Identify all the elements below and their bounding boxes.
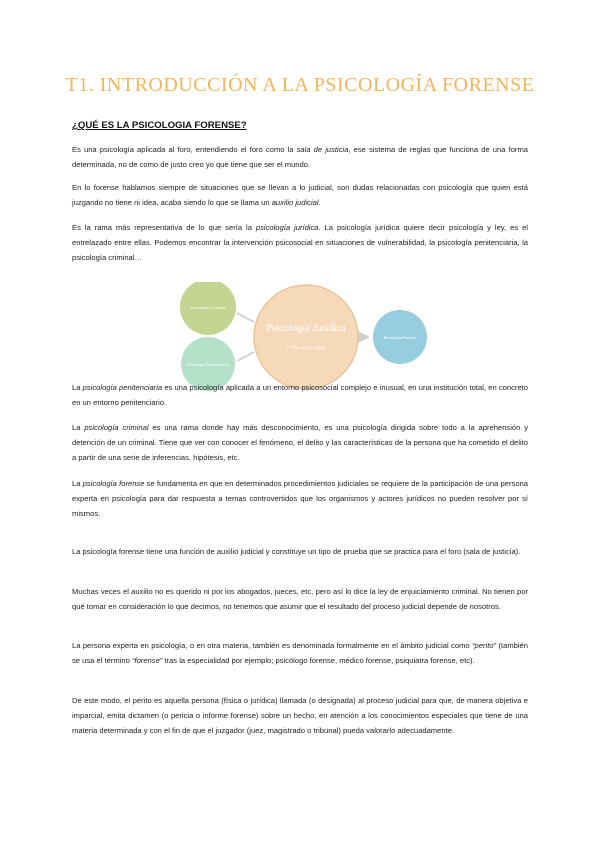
p3-text-b: . La psicología jurídica quiere decir psicología y ley, es el entrelazado entre ellas. Podemos encontrar la intervención psicosocial en situaciones de vulnerabilidad, la psicología penitenciaria, la psicología criminal… (72, 223, 528, 262)
p4-text-b: es una psicología aplicada a un entorno psicosocial complejo e inusual, en una institución total, en concreto en un entorno penitenciario. (72, 383, 529, 407)
p4-text-a: La (72, 383, 83, 392)
p6-emphasis: psicología forense (82, 479, 145, 488)
node-penitentiary-label: Psicología Penitenciaria (187, 362, 229, 367)
paragraph-2 (72, 180, 528, 210)
node-forense-label: Psicología Forense (383, 335, 417, 340)
p5-text-a: La (72, 423, 85, 432)
p1-text-b: , ese sistema de reglas que funciona de una forma determinada, no de como de justo creo yo que tiene que ser el mundo. (72, 145, 528, 169)
p5-text-b: es una rama donde hay más desconocimiento, es una psicología dirigida sobre todo a la aprehensión y detención de un criminal. Tiene que ver con conocer el fenómeno, el delito y las características de la persona que ha cometido el delito a partir de una serie de inferencias, hipótesis, etc. (72, 423, 529, 462)
p3-emphasis: psicología jurídica (255, 223, 319, 232)
paragraph-10: De este modo, el perito es aquella persona (física o jurídica) llamada (o designada) al proceso judicial para que, de manera objetiva e imparcial, emita dictamen (o pericia o informe forense) sobre un hecho, en atención a los conocimientos especiales que tiene de una materia determinada y con el fin de que el juzgador (juez, magistrado o tribunal) pueda valorarlo adecuadamente. (72, 696, 528, 735)
p1-text-a: Es una psicología aplicada al foro, entendiendo el foro como la (72, 145, 297, 154)
p1-emphasis: sala de justicia (296, 145, 349, 154)
p9-text-a: La persona experta en psicología, o en otra materia, también es denominada formalmente en el ámbito judicial como (72, 641, 473, 650)
p6-text-a: La (72, 479, 83, 488)
p4-emphasis: psicología penitenciaria (82, 383, 163, 392)
p6-text-b: se fundamenta en que en determinados procedimientos judiciales se requiere de la participación de una persona experta en psicología para dar respuesta a temas controvertidos que los organismos y actores jurídicos no pueden resolver por sí mismos. (72, 479, 529, 518)
page-title: T1. INTRODUCCIÓN A LA PSICOLOGÍA FORENSE (65, 74, 535, 96)
paragraph-4 (72, 380, 528, 410)
p3-text-a: Es la rama más representativa de lo que sería la (72, 223, 256, 232)
paragraph-5 (72, 420, 528, 465)
paragraph-3 (72, 220, 528, 265)
paragraph-6 (72, 476, 528, 521)
p2-emphasis: auxilio judicial (271, 198, 319, 207)
p9-emphasis-forense: “forense” (131, 656, 163, 665)
paragraph-1 (72, 142, 528, 172)
p9-text-c: tras la especialidad por ejemplo; psicólogo forense, médico forense, psiquiatra forense, etc). (162, 656, 475, 665)
paragraph-7: La psicología forense tiene una función de auxilio judicial y constituye un tipo de prueba que se practica para el foro (sala de justicia). (72, 547, 521, 556)
center-node (254, 285, 358, 389)
connector-criminal (237, 313, 254, 322)
node-criminal-label: Psicología Criminal (190, 305, 226, 310)
p2-text-b: . (318, 198, 321, 207)
p2-text-a: En lo forense hablamos siempre de situaciones que se llevan a lo judicial, son dudas relacionadas con psicología que quien está juzgando no tiene ni idea, acaba siendo lo que se llama un (72, 183, 528, 207)
connector-penitentiary (237, 352, 254, 361)
paragraph-8: Muchas veces el auxilio no es querido ni por los abogados, jueces, etc, pero así lo dice la ley de enjuiciamiento criminal. No tienen por qué tomar en consideración lo que decimos, no tenemos que asumir que el resultado del proceso judicial depende de nosotros. (72, 587, 528, 611)
p9-emphasis-perito: “perito” (472, 641, 497, 650)
section-heading: ¿QUÉ ES LA PSICOLOGIA FORENSE? (72, 120, 247, 131)
p5-emphasis: psicología criminal (84, 423, 149, 432)
center-node-subtitle: (= Psicología legal) (286, 346, 326, 351)
psychology-branches-diagram (170, 282, 430, 392)
p9-text-b: (también se usa el término (72, 641, 529, 665)
center-node-title: Psicología Jurídica (266, 323, 346, 334)
paragraph-9 (72, 638, 528, 668)
